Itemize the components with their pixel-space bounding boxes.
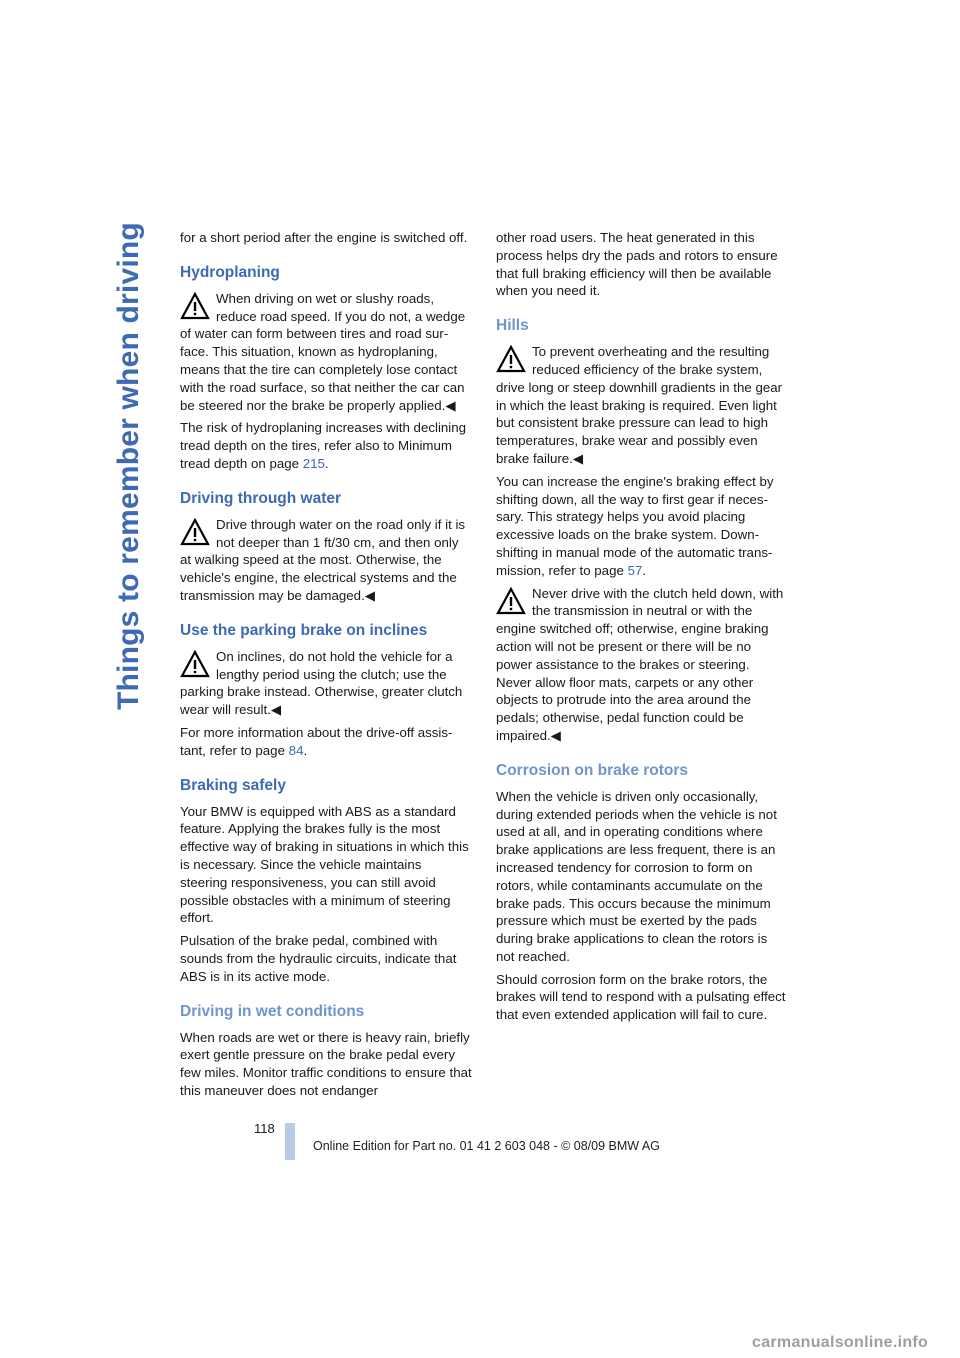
paragraph: Pulsation of the brake pedal, combined with sounds from the hydraulic circuits, indicate that ABS is in its active mode. [180, 933, 457, 984]
paragraph: Your BMW is equipped with ABS as a standard feature. Applying the brakes fully is the most effective way of braking in situations in which this is necessary. Since the vehicle maintains steering responsiveness, you can still avoid possible obstacles with a minimum of steering effort. [180, 803, 469, 926]
warning-triangle-icon [496, 345, 526, 373]
text: You can increase the engine's braking effect by shifting down, all the way to first gear if necessary. This strategy helps you avoid placing excessive loads on the brake system. Downshifting in manual mode of the automatic transmission, refer to page [496, 473, 774, 578]
heading-hills: Hills [496, 317, 529, 335]
warning-text: To prevent overheating and the resulting reduced efficiency of the brake system, drive long or steep downhill gradients in the gear in which the least braking is required. Even light but consistent brake pressure can lead to high temperatures, brake wear and possibly even brake failure.◀ [496, 344, 783, 466]
right-column [496, 229, 788, 1029]
warning-triangle-icon [180, 292, 210, 320]
paragraph [180, 419, 472, 472]
chapter-title-text: Things to remember when driving [112, 222, 145, 710]
heading-wet-conditions: Driving in wet conditions [180, 1002, 365, 1020]
text: . [642, 562, 647, 578]
text: The risk of hydroplaning increases with declining tread depth on the tires, refer also to Minimum tread depth on page [180, 420, 467, 471]
footer-bar [285, 1123, 295, 1160]
warning-text: On inclines, do not hold the vehicle for a lengthy period using the clutch; use the parking brake instead. Otherwise, greater clutch wear will result.◀ [180, 648, 463, 718]
chapter-title [112, 222, 162, 710]
paragraph: When roads are wet or there is heavy rain, briefly exert gentle pressure on the brake pedal every few miles. Monitor traffic conditions to ensure that this maneuver does not endanger [180, 1029, 472, 1098]
warning-text: Never drive with the clutch held down, with the transmission in neutral or with the engine switched off; otherwise, engine braking action will not be present or there will be no power assistance to the brakes or steering. Never allow floor mats, carpets or any other objects to protrude into the area around the pedals; otherwise, pedal function could be impaired.◀ [496, 585, 784, 743]
text: . [324, 455, 329, 471]
warning-text: When driving on wet or slushy roads, reduce road speed. If you do not, a wedge of water can form between tires and road surface. This situation, known as hydroplaning, means that the tire can completely lose contact with the road surface, so that neither the car can be steered nor the brake be properly applied.◀ [180, 290, 466, 413]
warning-triangle-icon [180, 518, 210, 546]
heading-hydroplaning: Hydroplaning [180, 263, 280, 281]
text: For more information about the drive-off assistant, refer to page [180, 724, 453, 758]
paragraph [180, 724, 472, 760]
heading-braking-safely: Braking safely [180, 776, 286, 794]
warning-note [180, 290, 472, 415]
heading-driving-through-water: Driving through water [180, 489, 342, 507]
text: . [303, 742, 308, 758]
intro-paragraph: for a short period after the engine is switched off. [180, 230, 468, 245]
left-column [180, 229, 472, 1105]
watermark: carmanualsonline.info [752, 1334, 929, 1351]
warning-note [496, 343, 788, 468]
heading-parking-brake: Use the parking brake on inclines [180, 621, 428, 639]
edition-text: Online Edition for Part no. 01 41 2 603 048 - © 08/09 BMW AG [313, 1139, 660, 1153]
warning-triangle-icon [496, 587, 526, 615]
warning-note [496, 585, 788, 745]
paragraph: Should corrosion form on the brake rotors, the brakes will tend to respond with a pulsating effect that even extended application will fail to cure. [496, 971, 786, 1023]
warning-note [180, 516, 472, 605]
intro-paragraph: other road users. The heat generated in this process helps dry the pads and rotors to ensure that full braking efficiency will then be available when you need it. [496, 230, 778, 299]
page-number: 118 [254, 1121, 275, 1136]
warning-text: Drive through water on the road only if it is not deeper than 1 ft/30 cm, and then only at walking speed at the most. Otherwise, the vehicle's engine, the electrical systems and the transmission may be damaged.◀ [180, 516, 466, 603]
page-link[interactable]: 84 [288, 742, 304, 758]
paragraph: When the vehicle is driven only occasionally, during extended periods when the vehicle is not used at all, and in operating conditions where brake applications are less frequent, there is an increased tendency for corrosion to form on rotors, while contaminants accumulate on the brake pads. This occurs because the minimum pressure which must be exerted by the pads during brake applications to clean the rotors is not reached. [496, 788, 777, 964]
paragraph [496, 473, 788, 580]
page-link[interactable]: 215 [302, 455, 325, 471]
warning-note [180, 648, 472, 719]
warning-triangle-icon [180, 650, 210, 678]
heading-corrosion: Corrosion on brake rotors [496, 761, 689, 779]
page-link[interactable]: 57 [627, 562, 643, 578]
